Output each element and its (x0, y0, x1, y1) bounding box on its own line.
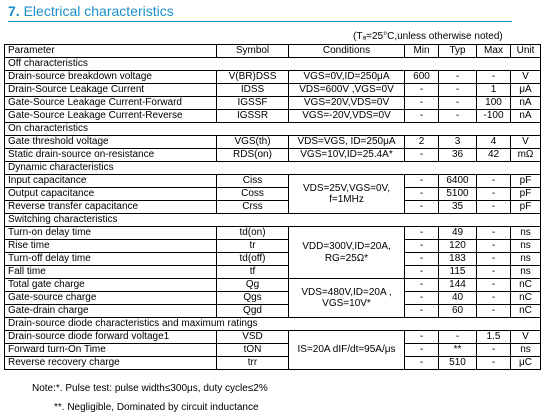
cell-typ: 120 (439, 240, 477, 253)
cell-symbol: Coss (217, 188, 289, 201)
cell-symbol: trr (217, 357, 289, 370)
cell-min: 600 (405, 71, 439, 84)
cell-parameter: Output capacitance (5, 188, 217, 201)
cell-symbol: VSD (217, 331, 289, 344)
table-group-row (5, 214, 541, 227)
cell-symbol: td(on) (217, 227, 289, 240)
cell-parameter: Gate-Source Leakage Current-Reverse (5, 110, 217, 123)
cell-min: - (405, 266, 439, 279)
table-body (5, 58, 541, 370)
cell-max: - (477, 266, 511, 279)
cell-parameter: Drain-Source Leakage Current (5, 84, 217, 97)
electrical-characteristics-table (4, 44, 541, 370)
cell-unit: V (511, 136, 541, 149)
cell-typ: - (439, 71, 477, 84)
title-underline (8, 21, 512, 22)
table-group-row (5, 58, 541, 71)
cell-symbol: tf (217, 266, 289, 279)
table-row (5, 84, 541, 97)
table-row (5, 331, 541, 344)
cell-unit: V (511, 71, 541, 84)
cell-max: - (477, 305, 511, 318)
cell-unit: ns (511, 227, 541, 240)
cell-symbol: Qgs (217, 292, 289, 305)
cell-min: - (405, 357, 439, 370)
table-row (5, 188, 541, 201)
table-row (5, 344, 541, 357)
cell-conditions: VDS=VGS, ID=250μA (289, 136, 405, 149)
cell-symbol: VGS(th) (217, 136, 289, 149)
cell-unit: ns (511, 344, 541, 357)
cell-min: - (405, 110, 439, 123)
cell-unit: pF (511, 201, 541, 214)
cell-min: - (405, 279, 439, 292)
cell-unit: μC (511, 357, 541, 370)
table-header-row (5, 45, 541, 58)
table-group-row (5, 123, 541, 136)
table-row (5, 305, 541, 318)
cell-parameter: Reverse recovery charge (5, 357, 217, 370)
cell-min: 2 (405, 136, 439, 149)
cell-max: -100 (477, 110, 511, 123)
cell-max: 4 (477, 136, 511, 149)
cell-max: - (477, 201, 511, 214)
group-heading: Off characteristics (5, 58, 541, 71)
cell-max: - (477, 71, 511, 84)
cell-unit: nC (511, 305, 541, 318)
cell-unit: nC (511, 279, 541, 292)
cell-max: - (477, 279, 511, 292)
cell-max: - (477, 175, 511, 188)
cell-parameter: Gate threshold voltage (5, 136, 217, 149)
cell-symbol: tON (217, 344, 289, 357)
cell-unit: V (511, 331, 541, 344)
cell-typ: 510 (439, 357, 477, 370)
cell-max: - (477, 240, 511, 253)
cell-typ: - (439, 110, 477, 123)
cell-symbol: tr (217, 240, 289, 253)
cell-min: - (405, 84, 439, 97)
cell-symbol: Qg (217, 279, 289, 292)
cell-parameter: Turn-on delay time (5, 227, 217, 240)
table-group-row (5, 162, 541, 175)
header-typ: Typ (439, 45, 477, 58)
cell-typ: 40 (439, 292, 477, 305)
table-row (5, 357, 541, 370)
test-condition-note: (Tₐ=25°C,unless otherwise noted) (353, 31, 503, 42)
cell-unit: ns (511, 240, 541, 253)
cell-symbol: Qgd (217, 305, 289, 318)
cell-min: - (405, 175, 439, 188)
cell-conditions: VGS=-20V,VDS=0V (289, 110, 405, 123)
note-negligible: **. Negligible, Dominated by circuit inductance (54, 402, 259, 413)
cell-parameter: Static drain-source on-resistance (5, 149, 217, 162)
cell-min: - (405, 331, 439, 344)
cell-typ: 5100 (439, 188, 477, 201)
cell-typ: 35 (439, 201, 477, 214)
section-number: 7. (8, 3, 20, 19)
cell-typ: 49 (439, 227, 477, 240)
table-row (5, 149, 541, 162)
cell-max: - (477, 292, 511, 305)
cell-min: - (405, 240, 439, 253)
cell-symbol: Crss (217, 201, 289, 214)
cell-symbol: IGSSF (217, 97, 289, 110)
cell-max: - (477, 253, 511, 266)
cell-symbol: IGSSR (217, 110, 289, 123)
cell-symbol: IDSS (217, 84, 289, 97)
cell-typ: 144 (439, 279, 477, 292)
cell-typ: ** (439, 344, 477, 357)
cell-typ: - (439, 331, 477, 344)
cell-parameter: Gate-Source Leakage Current-Forward (5, 97, 217, 110)
cell-parameter: Fall time (5, 266, 217, 279)
cell-symbol: td(off) (217, 253, 289, 266)
cell-typ: 36 (439, 149, 477, 162)
cell-max: 100 (477, 97, 511, 110)
cell-conditions: VDS=480V,ID=20A , VGS=10V* (289, 279, 405, 318)
cell-typ: - (439, 97, 477, 110)
section-title-text: Electrical characteristics (23, 3, 174, 19)
cell-min: - (405, 149, 439, 162)
table-row (5, 110, 541, 123)
cell-max: - (477, 357, 511, 370)
cell-symbol: Ciss (217, 175, 289, 188)
table-row (5, 240, 541, 253)
table-row (5, 279, 541, 292)
header-conditions: Conditions (289, 45, 405, 58)
cell-conditions: VDD=300V,ID=20A, RG=25Ω* (289, 227, 405, 279)
cell-symbol: RDS(on) (217, 149, 289, 162)
cell-unit: nA (511, 110, 541, 123)
cell-conditions: VDS=600V ,VGS=0V (289, 84, 405, 97)
cell-min: - (405, 201, 439, 214)
cell-min: - (405, 97, 439, 110)
note-pulse-test: Note:*. Pulse test: pulse width≤300μs, duty cycle≤2% (32, 383, 268, 394)
cell-max: 1 (477, 84, 511, 97)
cell-parameter: Gate-drain charge (5, 305, 217, 318)
cell-conditions: IS=20A dIF/dt=95A/μs (289, 331, 405, 370)
header-parameter: Parameter (5, 45, 217, 58)
cell-typ: 3 (439, 136, 477, 149)
cell-conditions: VGS=20V,VDS=0V (289, 97, 405, 110)
cell-symbol: V(BR)DSS (217, 71, 289, 84)
cell-parameter: Drain-source breakdown voltage (5, 71, 217, 84)
cell-unit: pF (511, 188, 541, 201)
cell-unit: μA (511, 84, 541, 97)
table-group-row (5, 318, 541, 331)
cell-min: - (405, 344, 439, 357)
cell-min: - (405, 292, 439, 305)
table-row (5, 227, 541, 240)
cell-conditions: VGS=0V,ID=250μA (289, 71, 405, 84)
group-heading: On characteristics (5, 123, 541, 136)
table-row (5, 175, 541, 188)
table-row (5, 266, 541, 279)
cell-min: - (405, 188, 439, 201)
cell-conditions: VDS=25V,VGS=0V, f=1MHz (289, 175, 405, 214)
table-row (5, 97, 541, 110)
section-title (8, 3, 174, 19)
group-heading: Drain-source diode characteristics and maximum ratings (5, 318, 541, 331)
cell-unit: pF (511, 175, 541, 188)
cell-typ: 115 (439, 266, 477, 279)
table-row (5, 71, 541, 84)
cell-max: 1.5 (477, 331, 511, 344)
header-symbol: Symbol (217, 45, 289, 58)
cell-parameter: Rise time (5, 240, 217, 253)
cell-unit: nA (511, 97, 541, 110)
cell-max: - (477, 227, 511, 240)
cell-min: - (405, 253, 439, 266)
cell-unit: ns (511, 253, 541, 266)
table-row (5, 253, 541, 266)
cell-typ: 6400 (439, 175, 477, 188)
cell-typ: - (439, 84, 477, 97)
cell-parameter: Input capacitance (5, 175, 217, 188)
cell-max: - (477, 188, 511, 201)
header-min: Min (405, 45, 439, 58)
cell-parameter: Gate-source charge (5, 292, 217, 305)
table-row (5, 292, 541, 305)
cell-parameter: Turn-off delay time (5, 253, 217, 266)
cell-typ: 183 (439, 253, 477, 266)
cell-unit: nC (511, 292, 541, 305)
group-heading: Dynamic characteristics (5, 162, 541, 175)
header-max: Max (477, 45, 511, 58)
cell-parameter: Forward turn-On Time (5, 344, 217, 357)
cell-parameter: Reverse transfer capacitance (5, 201, 217, 214)
cell-parameter: Drain-source diode forward voltage1 (5, 331, 217, 344)
cell-max: - (477, 344, 511, 357)
cell-parameter: Total gate charge (5, 279, 217, 292)
header-unit: Unit (511, 45, 541, 58)
cell-conditions: VGS=10V,ID=25.4A* (289, 149, 405, 162)
cell-min: - (405, 227, 439, 240)
cell-unit: ns (511, 266, 541, 279)
cell-typ: 60 (439, 305, 477, 318)
cell-max: 42 (477, 149, 511, 162)
cell-unit: mΩ (511, 149, 541, 162)
table-row (5, 136, 541, 149)
cell-min: - (405, 305, 439, 318)
table-row (5, 201, 541, 214)
group-heading: Switching characteristics (5, 214, 541, 227)
